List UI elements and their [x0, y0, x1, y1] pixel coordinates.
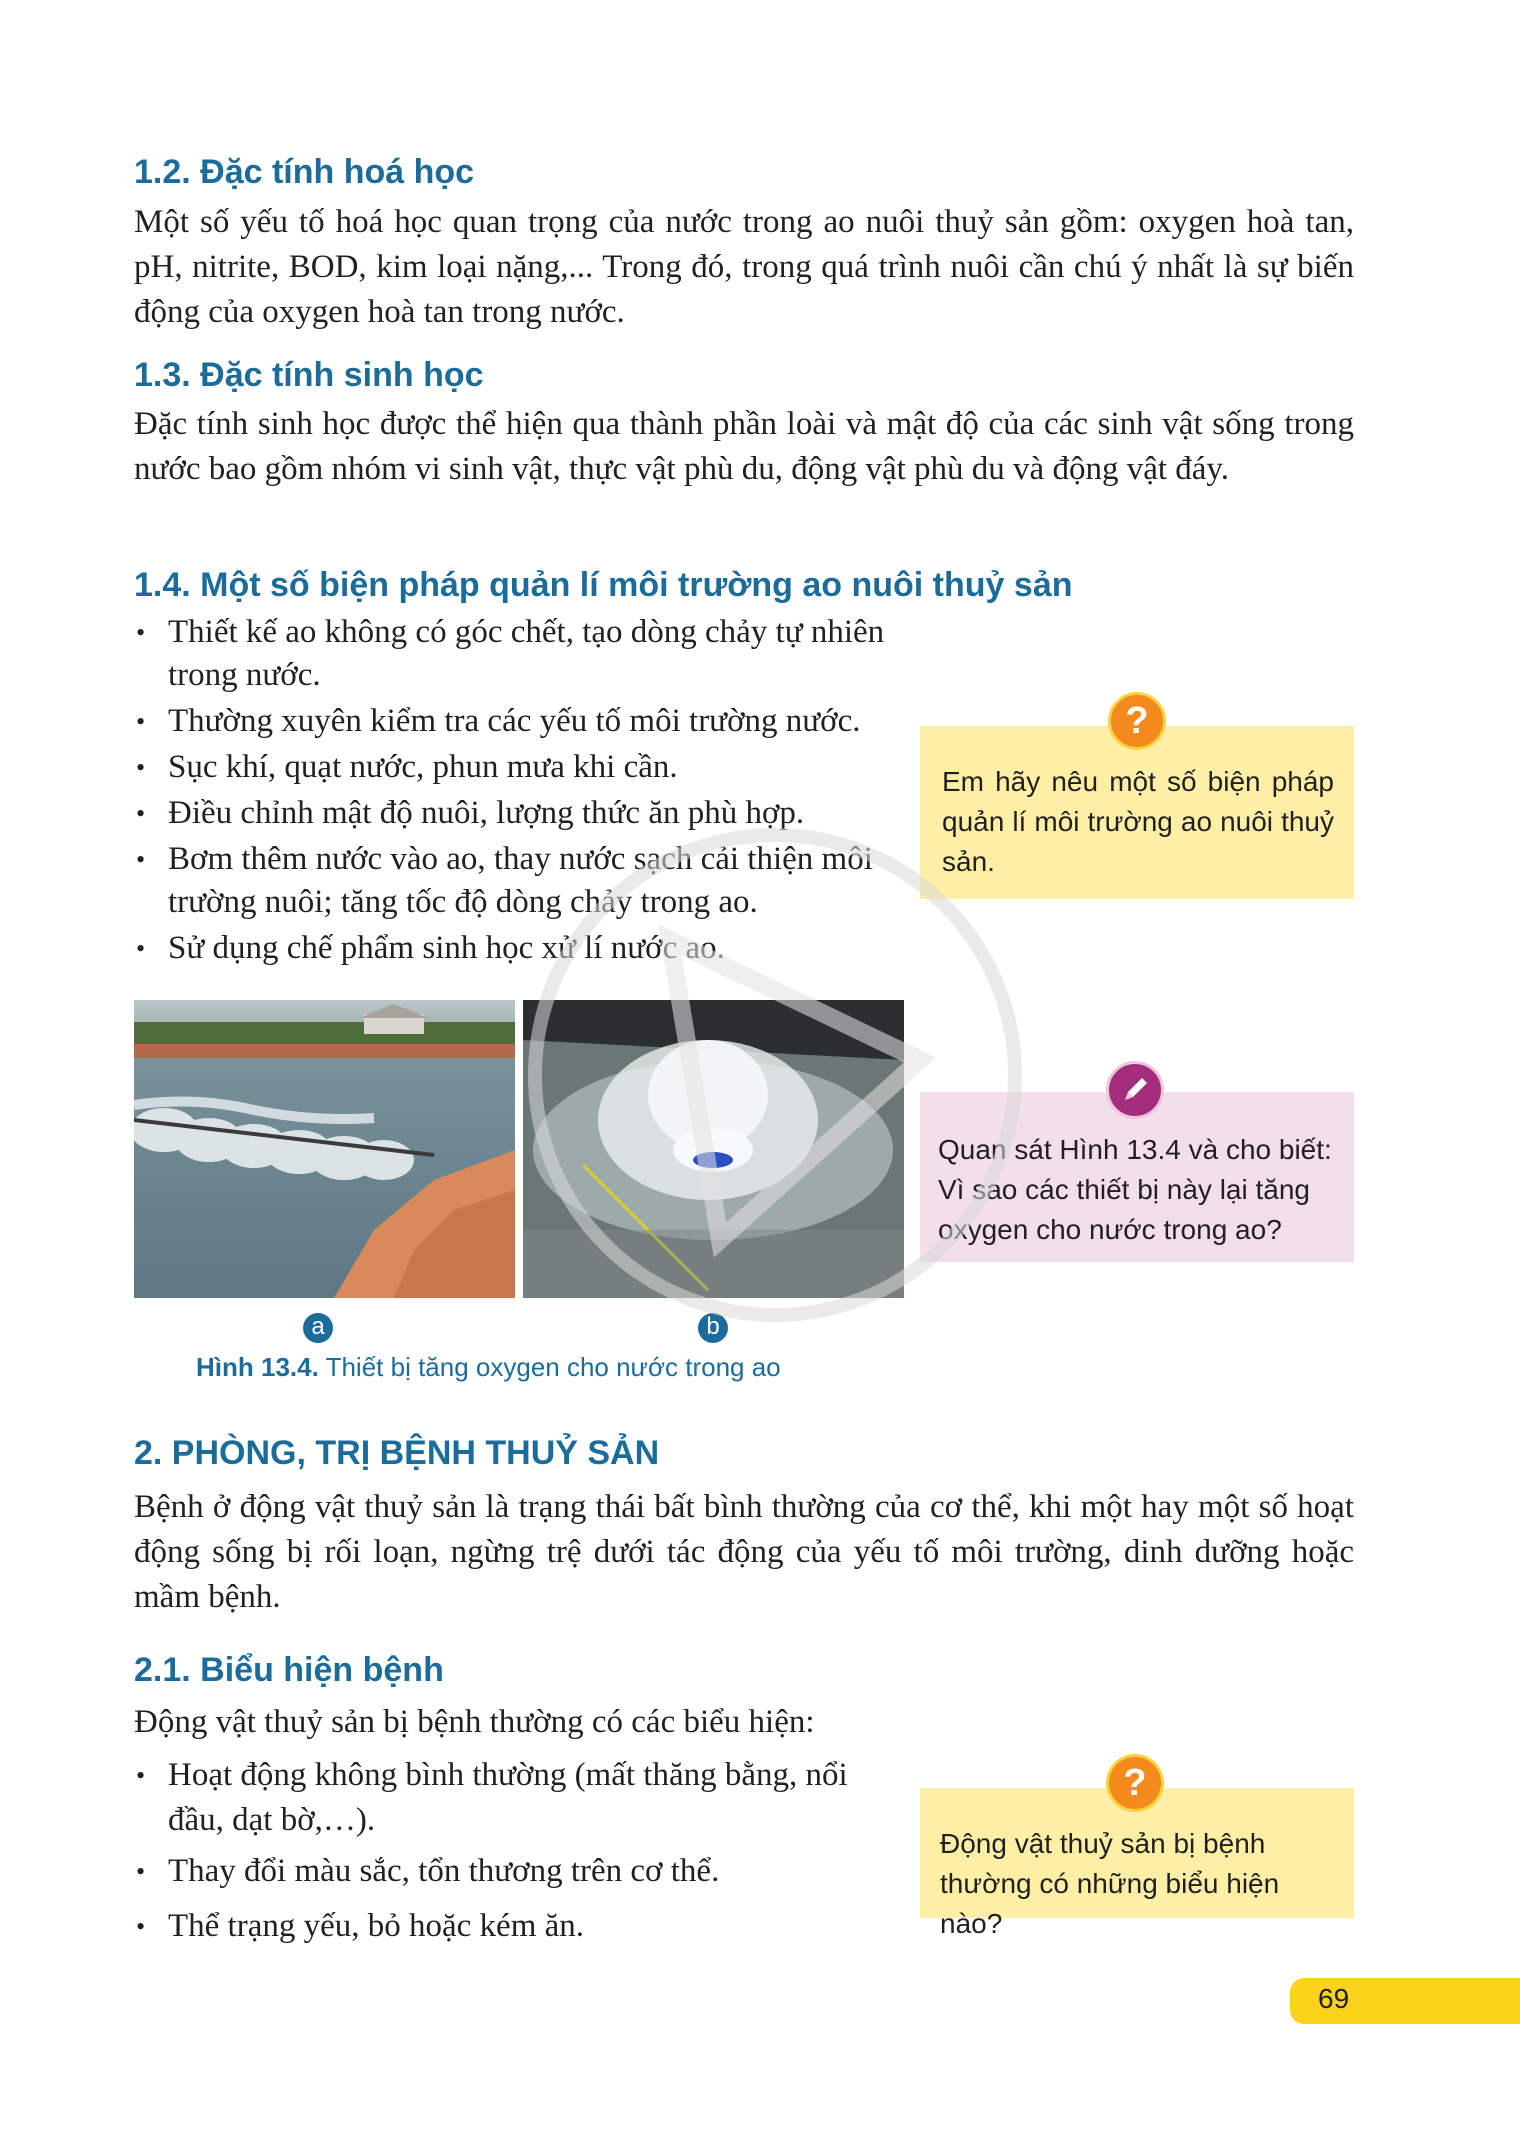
- list-item: • Thay đổi màu sắc, tổn thương trên cơ thể.: [134, 1849, 894, 1894]
- question-text: Động vật thuỷ sản bị bệnh thường có những biểu hiện nào?: [940, 1828, 1280, 1939]
- section-body-1-2: Một số yếu tố hoá học quan trọng của nước trong ao nuôi thuỷ sản gồm: oxygen hoà tan, pH, nitrite, BOD, kim loại nặng,... Trong đó, trong quá trình nuôi cần chú ý nhất là sự biến động của oxygen hoà tan trong nước.: [134, 204, 1354, 330]
- list-item: • Hoạt động không bình thường (mất thăng bằng, nổi đầu, dạt bờ,…).: [134, 1753, 894, 1843]
- section-heading-1-3: 1.3. Đặc tính sinh học: [134, 356, 484, 394]
- list-item: • Sục khí, quạt nước, phun mưa khi cần.: [134, 746, 894, 789]
- page-number: 69: [1318, 1983, 1350, 2014]
- bullet-list-2-1: [134, 1753, 894, 1952]
- figure-image-a: [134, 1000, 515, 1298]
- question-mark-icon: ?: [1106, 1754, 1164, 1812]
- section-heading-2: 2. PHÒNG, TRỊ BỆNH THUỶ SẢN: [134, 1434, 660, 1472]
- observe-text: Quan sát Hình 13.4 và cho biết: Vì sao các thiết bị này lại tăng oxygen cho nước trong ao?: [938, 1134, 1332, 1245]
- list-item: • Thiết kế ao không có góc chết, tạo dòng chảy tự nhiên trong nước.: [134, 611, 894, 697]
- bullet-list-1-4: [134, 611, 894, 973]
- figure-caption-text: Thiết bị tăng oxygen cho nước trong ao: [318, 1352, 781, 1382]
- question-mark-icon: ?: [1108, 692, 1166, 750]
- figure-image-b: [523, 1000, 904, 1298]
- list-item: • Thường xuyên kiểm tra các yếu tố môi trường nước.: [134, 700, 894, 743]
- question-box: [920, 726, 1354, 899]
- figure-caption: [196, 1352, 781, 1383]
- section-heading-1-2: 1.2. Đặc tính hoá học: [134, 153, 475, 191]
- section-body-1-3: Đặc tính sinh học được thể hiện qua thành phần loài và mật độ của các sinh vật sống trong nước bao gồm nhóm vi sinh vật, thực vật phù du, động vật phù du và động vật đáy.: [134, 406, 1354, 487]
- list-item: • Bơm thêm nước vào ao, thay nước sạch cải thiện môi trường nuôi; tăng tốc độ dòng chảy trong ao.: [134, 838, 894, 924]
- pen-icon: [1106, 1061, 1164, 1119]
- section-intro-2-1: Động vật thuỷ sản bị bệnh thường có các biểu hiện:: [134, 1704, 815, 1740]
- figure-caption-prefix: Hình 13.4.: [196, 1352, 319, 1382]
- section-heading-1-4: 1.4. Một số biện pháp quản lí môi trường ao nuôi thuỷ sản: [134, 566, 1073, 604]
- question-text: Em hãy nêu một số biện pháp quản lí môi trường ao nuôi thuỷ sản.: [942, 766, 1334, 877]
- section-body-2: Bệnh ở động vật thuỷ sản là trạng thái bất bình thường của cơ thể, khi một hay một số hoạt động sống bị rối loạn, ngừng trệ dưới tác động của yếu tố môi trường, dinh dưỡng hoặc mầm bệnh.: [134, 1489, 1354, 1615]
- section-heading-2-1: 2.1. Biểu hiện bệnh: [134, 1651, 444, 1689]
- figure-label-a: a: [303, 1313, 333, 1343]
- page-number-tab: [1290, 1978, 1520, 2024]
- list-item: • Thể trạng yếu, bỏ hoặc kém ăn.: [134, 1904, 894, 1949]
- figure-label-b: b: [698, 1313, 728, 1343]
- list-item: • Sử dụng chế phẩm sinh học xử lí nước ao.: [134, 927, 894, 970]
- list-item: • Điều chỉnh mật độ nuôi, lượng thức ăn phù hợp.: [134, 792, 894, 835]
